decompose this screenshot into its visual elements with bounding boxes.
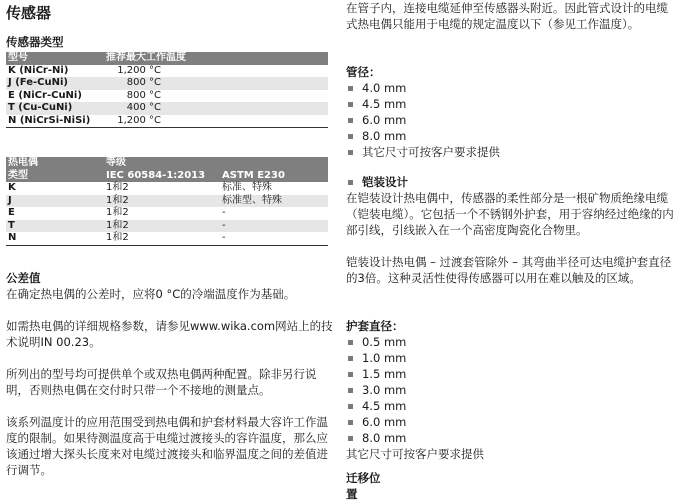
list-item: 1.0 mm [346,350,406,366]
cell-iec: 1和2 [106,207,129,218]
armored-text-2: 铠装设计热电偶 – 过渡套管除外 – 其弯曲半径可达电缆护套直径的3倍。这种灵活性使得传感器可以用在难以触及的区域。 [346,255,672,285]
table-row [6,102,328,115]
cell-model: E (NiCr-CuNi) [8,89,82,101]
bullet-square-icon [348,86,353,91]
spec-paragraph: 如需热电偶的详细规格参数，请参见www.wika.com网站上的技术说明IN 00.23。 [6,319,333,349]
bullet-square-icon [348,372,353,377]
col-header-model: 型号 [8,52,28,63]
list-item: 8.0 mm [346,430,406,446]
config-paragraph: 所列出的型号均可提供单个或双热电偶两种配置。除非另行说明，否则热电偶在交付时只带一个不接地的测量点。 [6,367,317,397]
page-title: 传感器 [6,4,52,22]
col-header-type: 类型 [8,169,28,181]
tube-diameter-heading: 管径： [346,65,381,79]
bullet-square-icon [348,340,353,345]
cell-type: N [8,232,17,243]
armored-text-1: 在铠装设计热电偶中，传感器的柔性部分是一根矿物质绝缘电缆（铠装电缆）。它包括一个不锈钢外护套，用于容纳经过绝缘的内部引线，引线嵌入在一个高密度陶瓷化合物里。 [346,191,674,237]
tolerance-heading: 公差值 [6,271,41,285]
cell-iec: 1和2 [106,194,129,206]
table-row [6,182,328,195]
col-header-blank [220,157,328,170]
armored-heading: 铠装设计 [346,174,408,190]
limit-paragraph: 该系列温度计的应用范围受到热电偶和护套材料最大容许工作温度的限制。如果待测温度高于电缆过渡接头的容许温度，那么应该通过增大探头长度来对电缆过渡接头和临界温度之间的差值进行调节。 [6,415,328,477]
sensor-types-table [6,52,328,128]
table-header-row [6,52,328,65]
bullet-square-icon [348,118,353,123]
cell-astm: - [222,207,226,218]
table-row [6,207,328,220]
cell-astm: - [222,219,226,231]
cell-iec: 1和2 [106,232,129,243]
list-item: 其它尺寸可按客户要求提供 [346,144,500,160]
cell-temp: 400 °C [126,102,161,113]
table-row [6,77,328,90]
sensor-types-heading: 传感器类型 [6,35,64,49]
list-item: 6.0 mm [346,414,406,430]
col-header-astm: ASTM E230 [222,169,285,181]
list-item: 4.0 mm [346,80,500,96]
bullet-square-icon [348,356,353,361]
col-header-thermocouple: 热电偶 [8,157,38,168]
cell-astm: 标准型、特殊 [222,194,282,206]
cut-off-heading: 迁移位置 [346,471,381,501]
sheath-diameter-footer: 其它尺寸可按客户要求提供 [346,447,484,461]
cell-iec: 1和2 [106,182,129,193]
col-header-temp: 推荐最大工作温度 [106,52,186,63]
bullet-square-icon [348,102,353,107]
list-item: 3.0 mm [346,382,406,398]
list-item: 6.0 mm [346,112,500,128]
bullet-square-icon [348,134,353,139]
cell-type: J [8,194,12,206]
table-header-row [6,157,328,170]
tube-diameter-list [346,80,500,160]
cell-type: K [8,182,16,193]
bullet-square-icon [348,436,353,441]
table-row [6,220,328,233]
col-header-iec: IEC 60584-1:2013 [106,169,206,181]
list-item: 8.0 mm [346,128,500,144]
right-intro-paragraph: 在管子内，连接电缆延伸至传感器头附近。因此管式设计的电缆式热电偶只能用于电缆的规定温度以下（参见工作温度）。 [346,1,668,31]
cell-astm: 标准、特殊 [222,182,272,193]
cell-iec: 1和2 [106,219,129,231]
tolerance-text: 在确定热电偶的公差时，应将0 °C的冷端温度作为基础。 [6,287,296,301]
table-row [6,65,328,78]
bullet-square-icon [348,404,353,409]
cell-model: J (Fe-CuNi) [8,77,68,88]
cell-model: N (NiCrSi-NiSi) [8,114,91,126]
cell-temp: 800 °C [126,77,161,88]
sheath-diameter-list [346,334,406,446]
cell-astm: - [222,232,226,243]
list-item: 1.5 mm [346,366,406,382]
col-header-grade: 等级 [106,157,126,168]
table-header-row [6,170,328,183]
table-row [6,115,328,128]
cell-temp: 800 °C [126,89,161,101]
cell-model: K (NiCr-Ni) [8,64,69,76]
cell-type: T [8,219,15,231]
sheath-diameter-heading: 护套直径： [346,319,404,333]
bullet-square-icon [348,388,353,393]
cell-temp: 1,200 °C [117,64,161,76]
cell-temp: 1,200 °C [117,114,161,126]
bullet-square-icon [348,180,353,185]
table-row [6,232,328,245]
table-row [6,90,328,103]
cell-model: T (Cu-CuNi) [8,102,73,113]
cell-type: E [8,207,15,218]
bullet-square-icon [348,150,353,155]
grade-table [6,157,328,246]
bullet-square-icon [348,420,353,425]
list-item: 4.5 mm [346,398,406,414]
list-item: 0.5 mm [346,334,406,350]
table-row [6,195,328,208]
list-item: 4.5 mm [346,96,500,112]
